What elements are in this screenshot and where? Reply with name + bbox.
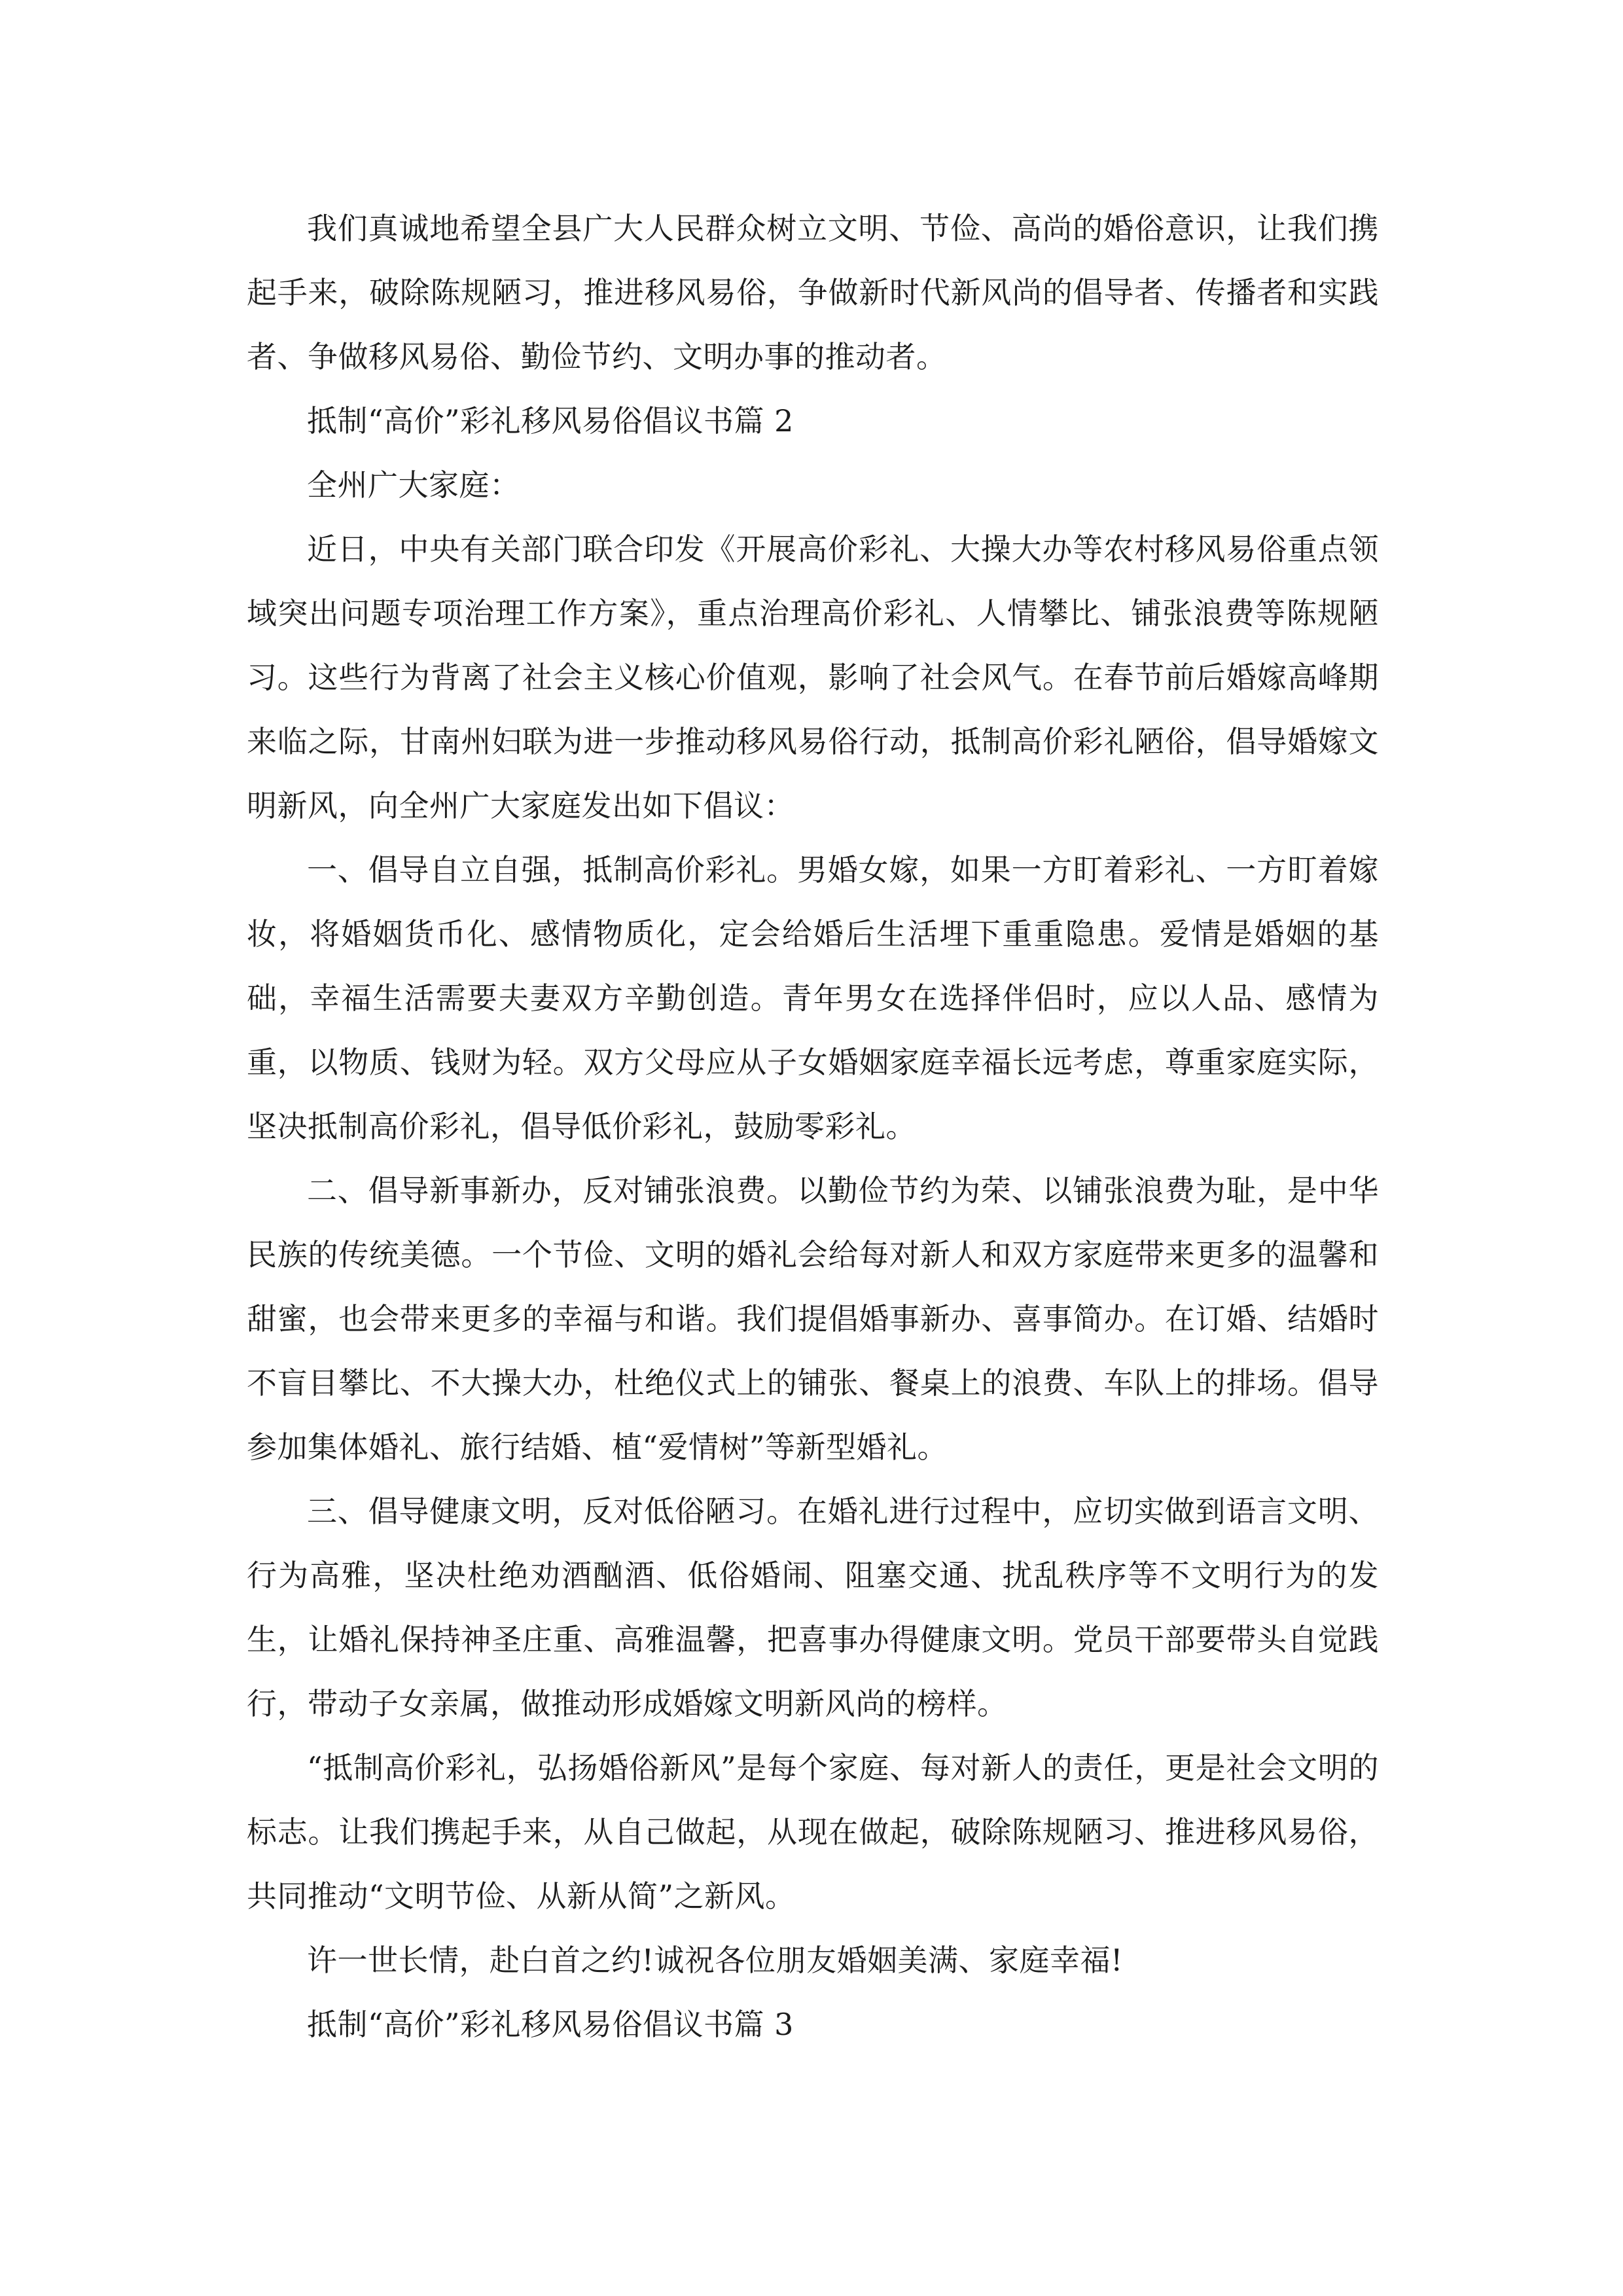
paragraph-blessing: 许一世长情，赴白首之约!诚祝各位朋友婚姻美满、家庭幸福!	[307, 1943, 1123, 1978]
paragraph-intro: 近日，中央有关部门联合印发《开展高价彩礼、大操大办等农村移风易俗重点领域突出问题专项治理工作方案》，重点治理高价彩礼、人情攀比、铺张浪费等陈规陋习。这些行为背离了社会主义核心价值观，影响了社会风气。在春节前后婚嫁高峰期来临之际，甘南州妇联为进一步推动移风易俗行动，抵制高价彩礼陋俗，倡导婚嫁文明新风，向全州广大家庭发出如下倡议：	[247, 531, 1379, 823]
document-body	[247, 196, 1379, 2056]
section-heading-2: 抵制“高价”彩礼移风易俗倡议书篇 2	[307, 403, 794, 439]
paragraph-point-3: 三、倡导健康文明，反对低俗陋习。在婚礼进行过程中，应切实做到语言文明、行为高雅，坚决杜绝劝酒酗酒、低俗婚闹、阻塞交通、扰乱秩序等不文明行为的发生，让婚礼保持神圣庄重、高雅温馨，把喜事办得健康文明。党员干部要带头自觉践行，带动子女亲属，做推动形成婚嫁文明新风尚的榜样。	[247, 1494, 1379, 1721]
paragraph-point-1: 一、倡导自立自强，抵制高价彩礼。男婚女嫁，如果一方盯着彩礼、一方盯着嫁妆，将婚姻货币化、感情物质化，定会给婚后生活埋下重重隐患。爱情是婚姻的基础，幸福生活需要夫妻双方辛勤创造。青年男女在选择伴侣时，应以人品、感情为重，以物质、钱财为轻。双方父母应从子女婚姻家庭幸福长远考虑，尊重家庭实际，坚决抵制高价彩礼，倡导低价彩礼，鼓励零彩礼。	[247, 852, 1379, 1144]
paragraph-closing-appeal: 我们真诚地希望全县广大人民群众树立文明、节俭、高尚的婚俗意识，让我们携起手来，破除陈规陋习，推进移风易俗，争做新时代新风尚的倡导者、传播者和实践者、争做移风易俗、勤俭节约、文明办事的推动者。	[247, 211, 1379, 374]
paragraph-call-to-action: “抵制高价彩礼，弘扬婚俗新风”是每个家庭、每对新人的责任，更是社会文明的标志。让我们携起手来，从自己做起，从现在做起，破除陈规陋习、推进移风易俗，共同推动“文明节俭、从新从简”之新风。	[247, 1750, 1379, 1914]
paragraph-point-2: 二、倡导新事新办，反对铺张浪费。以勤俭节约为荣、以铺张浪费为耻，是中华民族的传统美德。一个节俭、文明的婚礼会给每对新人和双方家庭带来更多的温馨和甜蜜，也会带来更多的幸福与和谐。我们提倡婚事新办、喜事简办。在订婚、结婚时不盲目攀比、不大操大办，杜绝仪式上的铺张、餐桌上的浪费、车队上的排场。倡导参加集体婚礼、旅行结婚、植“爱情树”等新型婚礼。	[247, 1173, 1379, 1465]
section-heading-3: 抵制“高价”彩礼移风易俗倡议书篇 3	[307, 2007, 794, 2042]
salutation: 全州广大家庭：	[307, 467, 520, 503]
